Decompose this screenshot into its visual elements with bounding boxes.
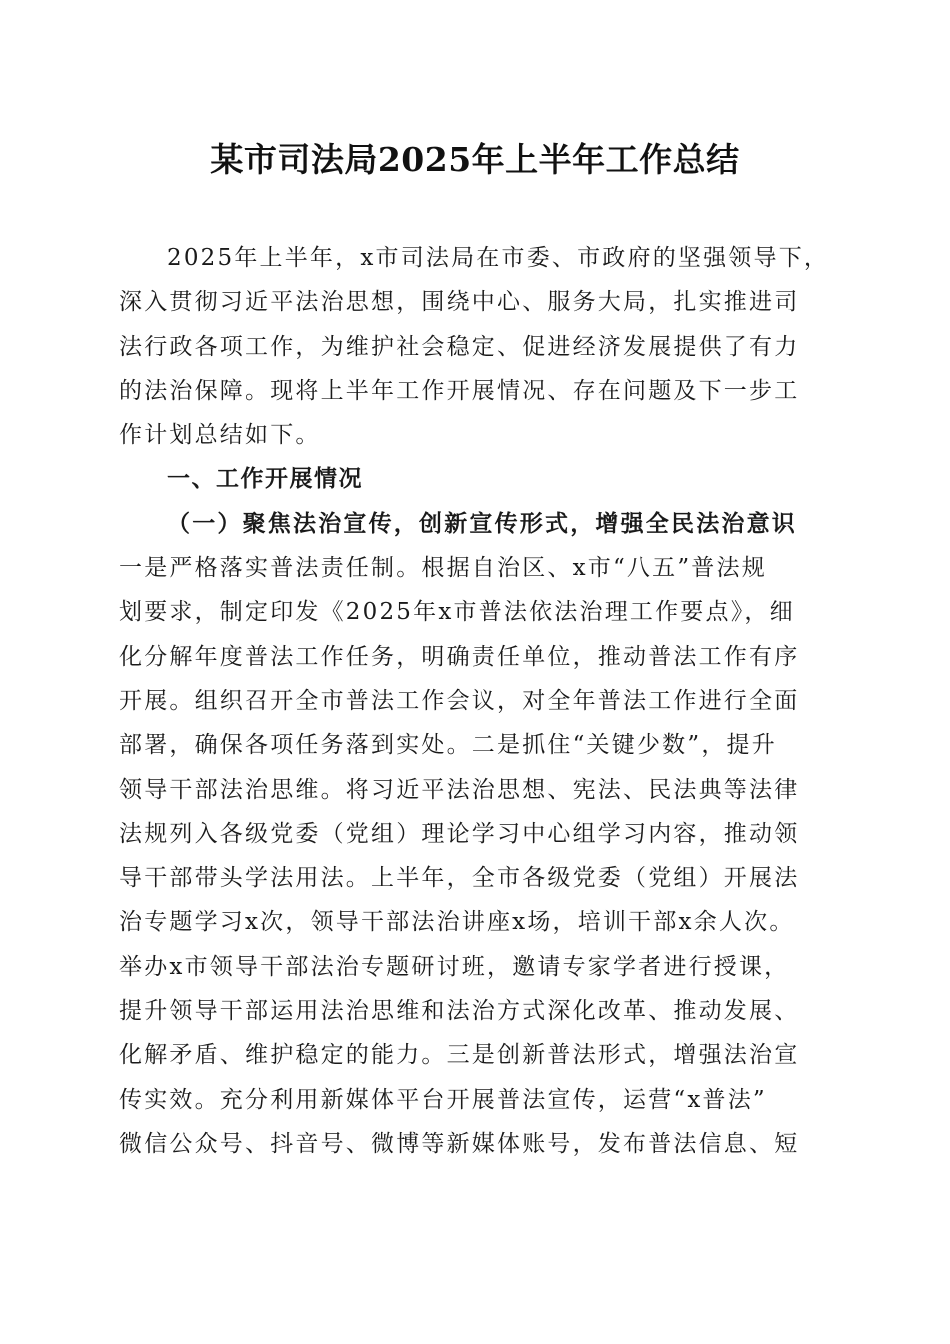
paragraph-line: 部署，确保各项任务落到实处。二是抓住“关键少数”，提升 bbox=[119, 732, 777, 759]
paragraph-line: 举办x市领导干部法治专题研讨班，邀请专家学者进行授课， bbox=[119, 953, 790, 980]
paragraph-line: 2025年上半年，x市司法局在市委、市政府的坚强领导下， bbox=[167, 245, 830, 271]
paragraph-line: 提升领导干部运用法治思维和法治方式深化改革、推动发展、 bbox=[119, 998, 800, 1025]
paragraph-line: 法行政各项工作，为维护社会稳定、促进经济发展提供了有力 bbox=[119, 333, 800, 360]
paragraph-line: 作计划总结如下。 bbox=[119, 422, 321, 449]
paragraph-line: 领导干部法治思维。将习近平法治思想、宪法、民法典等法律 bbox=[119, 776, 800, 803]
paragraph-line: 的法治保障。现将上半年工作开展情况、存在问题及下一步工 bbox=[119, 377, 800, 404]
paragraph-line: 法规列入各级党委（党组）理论学习中心组学习内容，推动领 bbox=[119, 820, 800, 847]
document-body bbox=[119, 236, 835, 1166]
paragraph-line: 开展。组织召开全市普法工作会议，对全年普法工作进行全面 bbox=[119, 687, 800, 714]
paragraph-line: 传实效。充分利用新媒体平台开展普法宣传，运营“x普法” bbox=[119, 1086, 767, 1113]
section-heading: 一、工作开展情况 bbox=[167, 466, 363, 493]
paragraph-line: 导干部带头学法用法。上半年，全市各级党委（党组）开展法 bbox=[119, 865, 800, 892]
document-title: 某市司法局2025年上半年工作总结 bbox=[210, 140, 740, 179]
paragraph-line: 化解矛盾、维护稳定的能力。三是创新普法形式，增强法治宣 bbox=[119, 1042, 800, 1069]
paragraph-line: 深入贯彻习近平法治思想，围绕中心、服务大局，扎实推进司 bbox=[119, 289, 800, 316]
paragraph-line: 微信公众号、抖音号、微博等新媒体账号，发布普法信息、短 bbox=[119, 1130, 800, 1157]
paragraph-line: 一是严格落实普法责任制。根据自治区、x市“八五”普法规 bbox=[119, 555, 767, 582]
paragraph-line: 化分解年度普法工作任务，明确责任单位，推动普法工作有序 bbox=[119, 643, 800, 670]
paragraph-line: 治专题学习x次，领导干部法治讲座x场，培训干部x余人次。 bbox=[119, 909, 795, 936]
paragraph-line: 划要求，制定印发《2025年x市普法依法治理工作要点》，细 bbox=[119, 599, 795, 626]
subsection-heading: （一）聚焦法治宣传，创新宣传形式，增强全民法治意识 bbox=[167, 509, 797, 537]
